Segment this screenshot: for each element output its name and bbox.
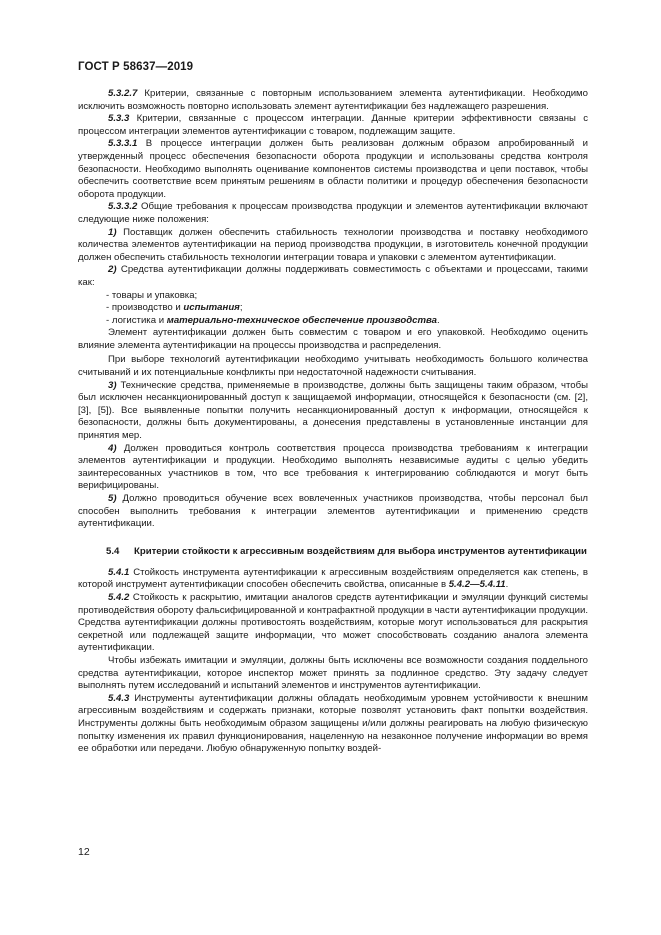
paragraph-compatibility	[78, 327, 588, 352]
paragraph-text: Чтобы избежать имитации и эмуляции, должны быть исключены все возможности создания поддельного средства аутентификации, которое инспектор может принять за подлинное средство. Эту задачу следует выполнять путем исследований и испытаний элементов и инструментов аутентификации.	[78, 654, 588, 692]
paragraph-text: Элемент аутентификации должен быть совместим с товаром и его упаковкой. Необходимо оценить влияние элемента аутентификации на процессы производства и распределения.	[78, 327, 588, 351]
list-item: - производство и испытания;	[106, 302, 243, 314]
emphasis: испытания	[183, 302, 240, 314]
section-number: 5.4	[106, 545, 120, 557]
item-number: 2)	[108, 264, 117, 276]
item-number: 4)	[108, 442, 117, 454]
paragraph-text: Инструменты аутентификации должны обладать необходимым уровнем устойчивости к внешним агрессивным воздействиям и содержать признаки, которые позволят установить факт попытки воздействия. Инструменты должны быть необходимым образом защищены и/или должны реагировать на любую физическую попытку изменения их правил функционирования, нацеленную на незаконное получение информации во время ее обработки или передачи. Любую обнаруженную попытку воздей-	[78, 692, 588, 755]
paragraph-text: Общие требования к процессам производства продукции и элементов аутентификации включают следующие ниже положения:	[78, 201, 588, 225]
paragraph-text: Критерии, связанные с процессом интеграции. Данные критерии эффективности связаны с процессом интеграции элементов аутентификации с товаром, подлежащим защите.	[78, 113, 588, 137]
paragraph-item-1	[78, 227, 588, 265]
paragraph-text: Стойкость к раскрытию, имитации аналогов средств аутентификации и эмуляции функций системы противодействия обороту фальсифицированной и контрафактной продукции в части аутентификации продукции. Средства аутентификации должны противостоять воздействиям, которые могут использоваться для раскрытия секретной или подлежащей защите информации, что может способствовать созданию аналога элемента аутентификации.	[78, 591, 588, 654]
paragraph-5-3-3	[78, 113, 588, 138]
page-number: 12	[78, 846, 90, 858]
paragraph-item-5	[78, 493, 588, 531]
document-body	[78, 88, 588, 756]
clause-number: 5.3.3	[108, 113, 130, 125]
paragraph-text: Технические средства, применяемые в производстве, должны быть защищены таким образом, чтобы был исключен несанкционированный доступ к защищаемой информации, относящейся к безопасности (см. [2], [3], [5]). Все выявленные попытки получить несанкционированный доступ к информации, относящейся к безопасности, должны быть документированы, а донесения представлены в установленные инстанции для принятия мер.	[78, 379, 588, 442]
clause-number: 5.3.2.7	[108, 88, 138, 99]
section-title: Критерии стойкости к агрессивным воздействиям для выбора инструментов аутентификации	[134, 545, 587, 557]
clause-number: 5.4.1	[108, 566, 130, 578]
paragraph-text: В процессе интеграции должен быть реализован должным образом апробированный и утвержденный процесс обеспечения безопасности оборота продукции и использованы средства контроля безопасности. Необходимо выполнять оценивание компонентов системы производства и цепи поставок, чтобы обеспечить соответствие всем принятым решениям в области политики и процедур обеспечения безопасности оборота продукции.	[78, 138, 588, 200]
paragraph-text: Поставщик должен обеспечить стабильность технологии производства и поставку необходимого количества элементов аутентификации на период производства продукции, в изготовитель конечной продукции должен обеспечить стабильность технологии интеграции товара и упаковки с элементом аутентификации.	[78, 226, 588, 263]
paragraph-5-4-1: 5.4.1 Стойкость инструмента аутентификации к агрессивным воздействиям определяется как степень, в которой инструмент аутентификации способен обеспечить свойства, описанные в 5.4.2—5.4.11.	[78, 566, 588, 591]
paragraph-item-4	[78, 443, 588, 493]
clause-number: 5.3.3.1	[108, 138, 138, 150]
list-item: - логистика и материально-техническое обеспечение производства.	[106, 314, 440, 326]
item-number: 1)	[108, 226, 117, 238]
paragraph-item-3	[78, 380, 588, 443]
paragraph-5-4-3	[78, 693, 588, 756]
paragraph-item-2	[78, 264, 588, 289]
paragraph-text: Критерии, связанные с повторным использованием элемента аутентификации. Необходимо исключить возможность повторно использовать элемент аутентификации без надлежащего разрешения.	[78, 88, 588, 112]
clause-number: 5.3.3.2	[108, 201, 138, 213]
paragraph-text: Средства аутентификации должны поддерживать совместимость с объектами и процессами, такими как:	[78, 264, 588, 288]
paragraph-5-4-2	[78, 592, 588, 655]
clause-number: 5.4.3	[108, 692, 130, 704]
paragraph-imitation	[78, 655, 588, 693]
paragraph-text: Должно проводиться обучение всех вовлеченных участников производства, чтобы персонал был способен выполнить требования к интеграции элементов аутентификации и применению средств аутентификации.	[78, 493, 588, 530]
clause-reference: 5.4.2—5.4.11	[448, 579, 506, 591]
paragraph-reading	[78, 354, 588, 379]
paragraph-text: Должен проводиться контроль соответствия процесса производства требованиям к интеграции элементов аутентификации и продукции. Необходимо выполнять независимые аудиты с целью убедить заинтересованных участников в том, что все требования к интегрированию соблюдаются и могут быть верифицированы.	[78, 442, 588, 492]
paragraph-5-3-2-7	[78, 88, 588, 113]
clause-number: 5.4.2	[108, 591, 130, 603]
section-heading	[78, 545, 588, 558]
item-number: 3)	[108, 379, 117, 391]
paragraph-5-3-3-1	[78, 138, 588, 201]
paragraph-5-3-3-2	[78, 201, 588, 226]
item-number: 5)	[108, 493, 117, 504]
paragraph-text: При выборе технологий аутентификации необходимо учитывать необходимость большого количества считываний и их потенциальные конфликты при недостаточной надежности считывания.	[78, 354, 588, 379]
emphasis: материально-техническое обеспечение производства	[166, 314, 438, 326]
list-item: - товары и упаковка;	[106, 289, 198, 301]
paragraph-text: Стойкость инструмента аутентификации к агрессивным воздействиям определяется как степень, в которой инструмент аутентификации способен обеспечить свойства, описанные в	[78, 566, 588, 591]
document-header: ГОСТ Р 58637—2019	[78, 61, 194, 73]
